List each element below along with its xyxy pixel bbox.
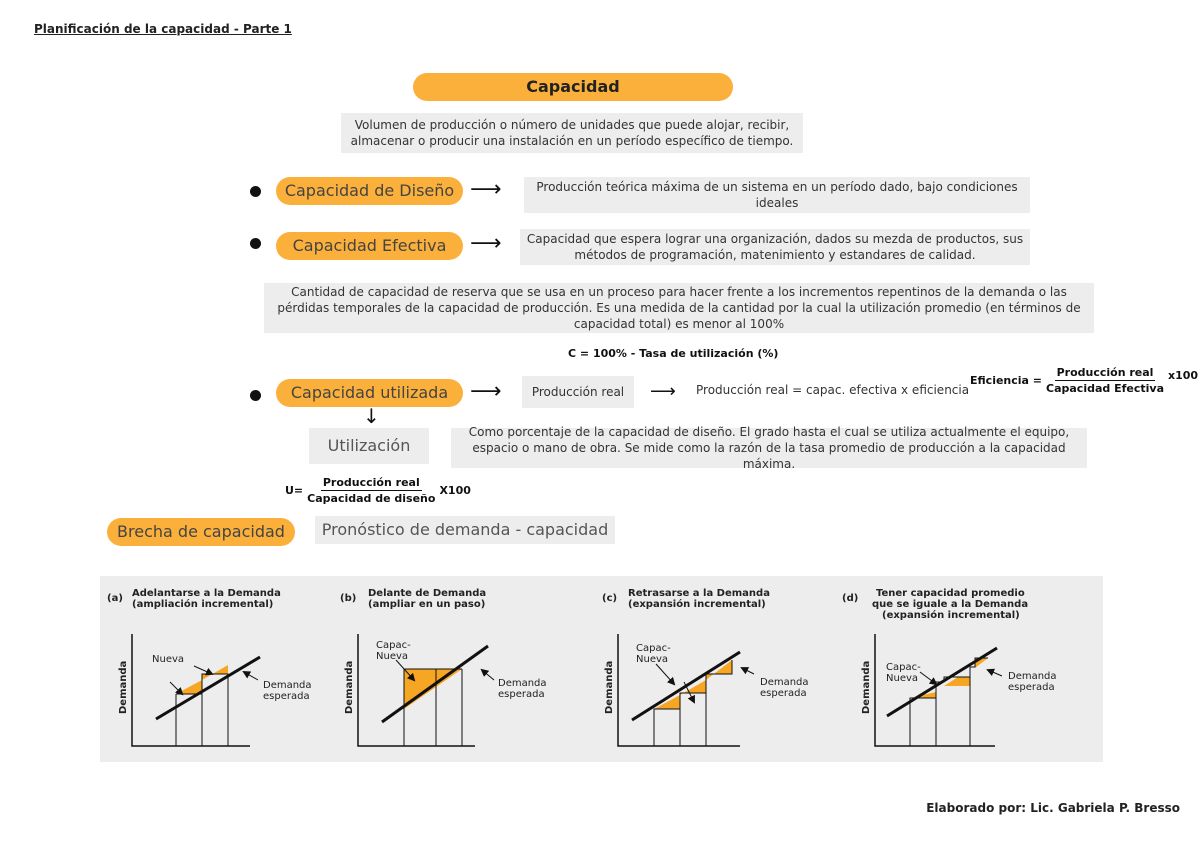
right-arrow-icon: ⟶ bbox=[470, 379, 502, 404]
graph-b-ylabel: Demanda bbox=[344, 660, 355, 714]
effective-capacity-pill: Capacidad Efectiva bbox=[276, 232, 463, 260]
real-production-equation: Producción real = capac. efectiva x eficiencia bbox=[696, 383, 970, 397]
efficiency-formula bbox=[970, 366, 1198, 395]
utilization-suffix: X100 bbox=[439, 484, 471, 497]
capacity-definition: Volumen de producción o número de unidades que puede alojar, recibir, almacenar o producir una instalación en un período específico de tiempo. bbox=[341, 113, 803, 153]
graph-d-label-expected: esperada bbox=[1008, 682, 1055, 693]
graph-b-label-new: Nueva bbox=[376, 651, 409, 662]
down-arrow-icon: ↓ bbox=[363, 404, 380, 428]
graph-c-label-expected: esperada bbox=[760, 688, 807, 699]
capacity-gap-pill: Brecha de capacidad bbox=[107, 518, 295, 546]
graph-c-title-1: Retrasarse a la Demanda bbox=[628, 588, 770, 599]
right-arrow-icon: ⟶ bbox=[650, 381, 676, 402]
utilization-prefix: U= bbox=[285, 484, 304, 497]
graph-c-label-demand: Demanda bbox=[760, 677, 809, 688]
graph-b-title-1: Delante de Demanda bbox=[368, 588, 487, 599]
efficiency-suffix: x100 bbox=[1168, 369, 1199, 382]
used-capacity-pill: Capacidad utilizada bbox=[276, 379, 463, 407]
reserve-definition: Cantidad de capacidad de reserva que se usa en un proceso para hacer frente a los incrementos repentinos de la demanda o las pérdidas temporales de la capacidad de producción. Es una medida de la cantidad por la cual la utilización promedio (en términos de capacidad total) es menor al 100% bbox=[264, 283, 1094, 333]
graph-c-label-new: Nueva bbox=[636, 654, 669, 665]
bullet-dot bbox=[250, 390, 261, 401]
efficiency-denominator: Capacidad Efectiva bbox=[1046, 382, 1165, 395]
graph-c-tag: (c) bbox=[602, 593, 618, 604]
right-arrow-icon: ⟶ bbox=[470, 231, 502, 256]
graph-a-label-demand: Demanda bbox=[263, 680, 312, 691]
graph-a-tag: (a) bbox=[107, 593, 123, 604]
graph-d-label-demand: Demanda bbox=[1008, 671, 1057, 682]
efficiency-prefix: Eficiencia = bbox=[970, 374, 1043, 387]
utilization-formula bbox=[285, 476, 471, 505]
graph-a-label-new: Nueva bbox=[152, 654, 185, 665]
graph-d-label-capac: Capac- bbox=[886, 662, 921, 673]
utilization-denominator: Capacidad de diseño bbox=[307, 492, 436, 505]
graph-a-demand-line bbox=[156, 657, 260, 719]
real-production-box: Producción real bbox=[522, 376, 634, 408]
graph-d-title-1: Tener capacidad promedio bbox=[876, 588, 1025, 599]
efficiency-numerator: Producción real bbox=[1056, 366, 1154, 379]
utilization-definition: Como porcentaje de la capacidad de diseño. El grado hasta el cual se utiliza actualmente el equipo, espacio o mano de obra. Se mide como la razón de la tasa promedio de producción a la capacidad máxima. bbox=[451, 428, 1087, 468]
graph-a-title-1: Adelantarse a la Demanda bbox=[132, 588, 281, 599]
page-title: Planificación de la capacidad - Parte 1 bbox=[34, 22, 292, 36]
graph-d-axes bbox=[875, 634, 995, 746]
graph-d-tag: (d) bbox=[842, 593, 859, 604]
efficiency-fraction bbox=[1046, 366, 1164, 395]
graph-b-tag: (b) bbox=[340, 593, 357, 604]
design-capacity-pill: Capacidad de Diseño bbox=[276, 177, 463, 205]
graph-a-title-2: (ampliación incremental) bbox=[132, 599, 274, 610]
effective-capacity-definition: Capacidad que espera lograr una organización, dados su mezda de productos, sus métodos de programación, matenimiento y estandares de calidad. bbox=[520, 229, 1030, 265]
bullet-dot bbox=[250, 238, 261, 249]
capacity-gap-box: Pronóstico de demanda - capacidad bbox=[315, 516, 615, 544]
utilization-box: Utilización bbox=[309, 428, 429, 464]
bullet-dot bbox=[250, 186, 261, 197]
graph-d-ylabel: Demanda bbox=[861, 660, 872, 714]
graph-b-label-expected: esperada bbox=[498, 689, 545, 700]
strategy-graphs-panel bbox=[100, 576, 1103, 762]
utilization-fraction bbox=[307, 476, 435, 505]
capacity-pill: Capacidad bbox=[413, 73, 733, 101]
graph-a-ylabel: Demanda bbox=[118, 660, 129, 714]
graph-b-label-capac: Capac- bbox=[376, 640, 411, 651]
graph-d-title-3: (expansión incremental) bbox=[882, 610, 1020, 621]
right-arrow-icon: ⟶ bbox=[470, 177, 502, 202]
graph-c-ylabel: Demanda bbox=[604, 660, 615, 714]
graph-d-title-2: que se iguale a la Demanda bbox=[872, 599, 1029, 610]
graph-b-title-2: (ampliar en un paso) bbox=[368, 599, 486, 610]
graph-a-label-expected: esperada bbox=[263, 691, 310, 702]
design-capacity-definition: Producción teórica máxima de un sistema en un período dado, bajo condiciones ideales bbox=[524, 177, 1030, 213]
graph-d-label-new: Nueva bbox=[886, 673, 919, 684]
graph-c-title-2: (expansión incremental) bbox=[628, 599, 766, 610]
utilization-numerator: Producción real bbox=[322, 476, 420, 489]
graph-c-label-capac: Capac- bbox=[636, 643, 671, 654]
graph-a bbox=[132, 634, 260, 746]
author-footer: Elaborado por: Lic. Gabriela P. Bresso bbox=[926, 801, 1180, 815]
reserve-formula: C = 100% - Tasa de utilización (%) bbox=[568, 347, 779, 360]
graph-d bbox=[875, 634, 1002, 746]
graph-b-label-demand: Demanda bbox=[498, 678, 547, 689]
